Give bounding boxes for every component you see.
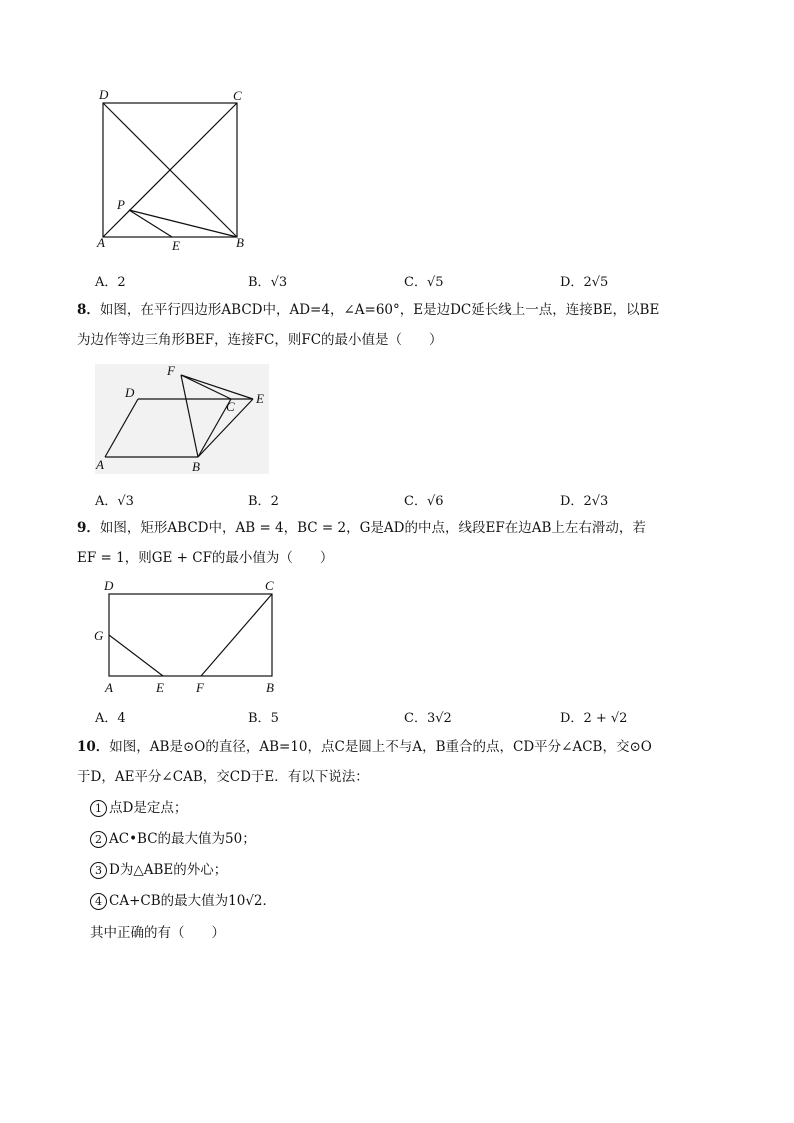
q9-stem: 9．如图，矩形ABCD中，AB = 4，BC = 2，G是AD的中点，线段EF在边AB上左右滑动，若 EF = 1，则GE + CF的最小值为（ ）	[77, 520, 646, 566]
q7-option-b[interactable]: B．√3	[248, 275, 288, 290]
q8-stem: 8．如图，在平行四边形ABCD中，AD=4，∠A=60°，E是边DC延长线上一点，连接BE，以BE 为边作等边三角形BEF，连接FC，则FC的最小值是（ ）	[77, 302, 660, 348]
q7-segment-pb	[129, 210, 237, 237]
q9-option-a[interactable]: A．4	[95, 711, 126, 726]
q9-label-g: G	[94, 628, 104, 643]
q9-option-d[interactable]: D．2 + √2	[560, 711, 628, 726]
q8-label-f: F	[167, 363, 175, 378]
q10-statement-4: 4 CA+CB的最大值为10√2．	[90, 891, 276, 911]
circled-number-3: 3	[90, 862, 107, 879]
q9-option-c[interactable]: C．3√2	[404, 711, 452, 726]
q9-label-f: F	[196, 680, 204, 695]
q7-option-a[interactable]: A．2	[95, 275, 126, 290]
q7-label-a: A	[97, 235, 105, 250]
q7-label-d: D	[99, 87, 109, 102]
q7-label-e: E	[172, 238, 180, 253]
circled-number-4: 4	[90, 893, 107, 910]
circled-number-2: 2	[90, 831, 107, 848]
q9-label-c: C	[265, 578, 274, 593]
q7-segment-pe	[129, 210, 172, 237]
q7-label-c: C	[233, 88, 242, 103]
q9-figure	[92, 576, 288, 698]
q8-option-b[interactable]: B．2	[248, 494, 279, 509]
q7-options	[95, 271, 775, 293]
q8-option-d[interactable]: D．2√3	[560, 494, 609, 509]
q8-label-b: B	[192, 459, 200, 474]
q7-label-b: B	[236, 235, 244, 250]
q8-label-d: D	[125, 385, 135, 400]
q7-label-p: P	[117, 197, 125, 212]
q7-figure	[90, 86, 260, 256]
q9-label-b: B	[266, 680, 274, 695]
circled-number-1: 1	[90, 800, 107, 817]
q10-statement-3: 3 D为△ABE的外心；	[90, 860, 227, 880]
q10-statement-2: 2 AC•BC的最大值为50；	[90, 829, 256, 849]
q8-option-a[interactable]: A．√3	[95, 494, 134, 509]
q9-options	[95, 707, 775, 729]
q8-label-c: C	[226, 399, 235, 414]
q8-option-c[interactable]: C．√6	[404, 494, 444, 509]
q10-closing: 其中正确的有（ ）	[90, 925, 225, 941]
q9-option-b[interactable]: B．5	[248, 711, 279, 726]
q8-label-a: A	[96, 457, 104, 472]
q9-label-a: A	[105, 680, 113, 695]
q10-stem: 10．如图，AB是⊙O的直径，AB=10，点C是圆上不与A，B重合的点，CD平分∠ACB，交⊙O 于D，AE平分∠CAB，交CD于E．有以下说法：	[77, 739, 652, 785]
q7-option-d[interactable]: D．2√5	[560, 275, 609, 290]
q7-option-c[interactable]: C．√5	[404, 275, 444, 290]
q9-label-d: D	[104, 578, 114, 593]
q8-figure	[95, 364, 269, 474]
q10-statement-1: 1 点D是定点；	[90, 798, 187, 818]
q8-label-e: E	[256, 391, 264, 406]
q9-label-e: E	[156, 680, 164, 695]
q8-options	[95, 490, 775, 512]
